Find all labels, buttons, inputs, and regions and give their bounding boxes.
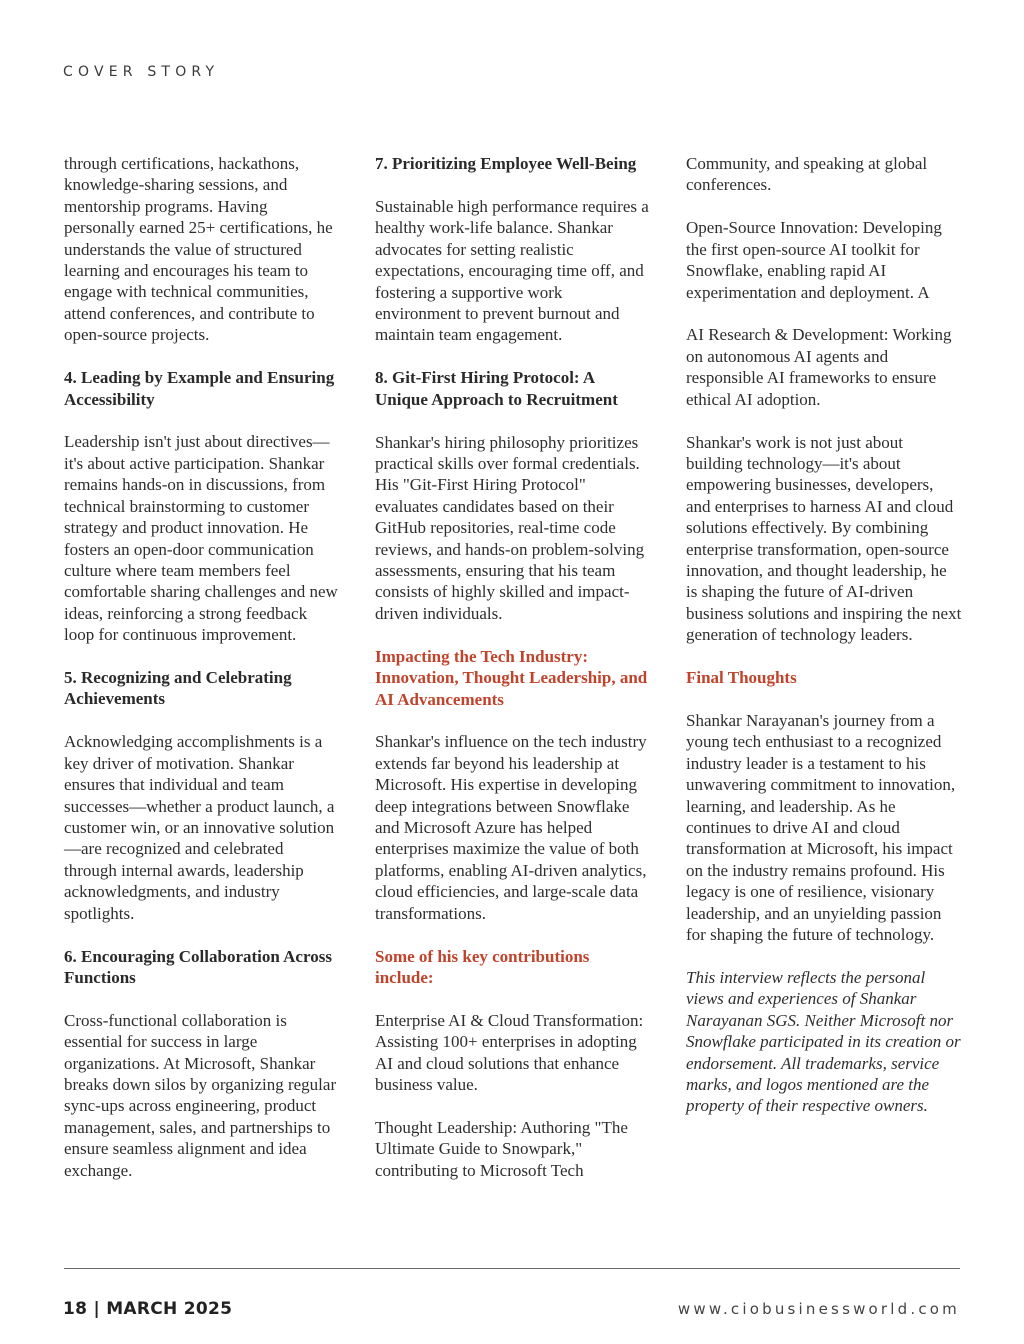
paragraph: Enterprise AI & Cloud Transformation: Assisting 100+ enterprises in adopting AI and cloud solutions that enhance business value. <box>375 1010 644 1095</box>
paragraph: Cross-functional collaboration is essential for success in large organizations. At Microsoft, Shankar breaks down silos by organizing regular sync-ups across engineering, product management, sales, and partnerships to ensure seamless alignment and idea exchange. <box>64 1010 337 1180</box>
accent-heading: Some of his key contributions include: <box>375 946 590 987</box>
accent-heading: Impacting the Tech Industry: Innovation, Thought Leadership, and AI Advancements <box>375 646 648 709</box>
paragraph: Shankar's hiring philosophy prioritizes practical skills over formal credentials. His "Git-First Hiring Protocol" evaluates candidates based on their GitHub repositories, real-time code reviews, and hands-on problem-solving assessments, ensuring that his team consists of highly skilled and impact-driven individuals. <box>375 432 645 623</box>
section-heading: 4. Leading by Example and Ensuring Accessibility <box>64 368 335 409</box>
paragraph: AI Research & Development: Working on autonomous AI agents and responsible AI frameworks to ensure ethical AI adoption. <box>686 325 952 409</box>
paragraph: Acknowledging accomplishments is a key driver of motivation. Shankar ensures that individual and team successes—whether a product launch, a customer win, or an innovative solution—are recognized and celebrated through internal awards, leadership acknowledgments, and industry spotlights. <box>64 732 335 923</box>
disclaimer: This interview reflects the personal views and experiences of Shankar Narayanan SGS. Neither Microsoft nor Snowflake participated in its creation or endorsement. All trademarks, service marks, and logos mentioned are the property of their respective owners. <box>686 968 961 1116</box>
paragraph: Leadership isn't just about directives—it's about active participation. Shankar remains hands-on in discussions, from technical brainstorming to customer strategy and product innovation. He fosters an open-door communication culture where team members feel comfortable sharing challenges and new ideas, reinforcing a strong feedback loop for continuous improvement. <box>64 432 338 645</box>
paragraph: Thought Leadership: Authoring "The Ultimate Guide to Snowpark," contributing to Microsoft Tech <box>375 1118 628 1180</box>
paragraph: Open-Source Innovation: Developing the first open-source AI toolkit for Snowflake, enabling rapid AI experimentation and deployment. A <box>686 218 942 302</box>
section-heading: 6. Encouraging Collaboration Across Functions <box>64 946 332 987</box>
page-number: 18 | MARCH 2025 <box>63 1299 233 1319</box>
paragraph: Shankar's influence on the tech industry extends far beyond his leadership at Microsoft. His expertise in developing deep integrations between Snowflake and Microsoft Azure has helped enterprises maximize the value of both platforms, enabling AI-driven analytics, cloud efficiencies, and large-scale data transformations. <box>375 732 647 923</box>
section-heading: 5. Recognizing and Celebrating Achievements <box>64 668 292 709</box>
article-column-3 <box>686 153 962 1138</box>
section-label: COVER STORY <box>63 64 220 80</box>
article-column-2 <box>375 153 651 1203</box>
section-heading: 8. Git-First Hiring Protocol: A Unique Approach to Recruitment <box>375 368 618 409</box>
footer-divider <box>64 1268 960 1269</box>
website-url: www.ciobusinessworld.com <box>677 1300 960 1318</box>
section-heading: 7. Prioritizing Employee Well-Being <box>375 154 637 173</box>
article-column-1 <box>64 153 340 1203</box>
paragraph: Sustainable high performance requires a healthy work-life balance. Shankar advocates for setting realistic expectations, encouraging time off, and fostering a supportive work environment to prevent burnout and maintain team engagement. <box>375 196 649 345</box>
paragraph: Shankar Narayanan's journey from a young tech enthusiast to a recognized industry leader is a testament to his unwavering commitment to innovation, learning, and leadership. As he continues to drive AI and cloud transformation at Microsoft, his impact on the industry remains profound. His legacy is one of resilience, visionary leadership, and an unyielding passion for shaping the future of technology. <box>686 711 956 945</box>
paragraph: through certifications, hackathons, knowledge-sharing sessions, and mentorship programs. Having personally earned 25+ certifications, he understands the value of structured learning and encourages his team to engage with technical communities, attend conferences, and contribute to open-source projects. <box>64 154 333 345</box>
paragraph: Shankar's work is not just about building technology—it's about empowering businesses, developers, and enterprises to harness AI and cloud solutions effectively. By combining enterprise transformation, open-source innovation, and thought leadership, he is shaping the future of AI-driven business solutions and inspiring the next generation of technology leaders. <box>686 432 962 645</box>
accent-heading: Final Thoughts <box>686 668 797 688</box>
paragraph: Community, and speaking at global conferences. <box>686 154 928 195</box>
